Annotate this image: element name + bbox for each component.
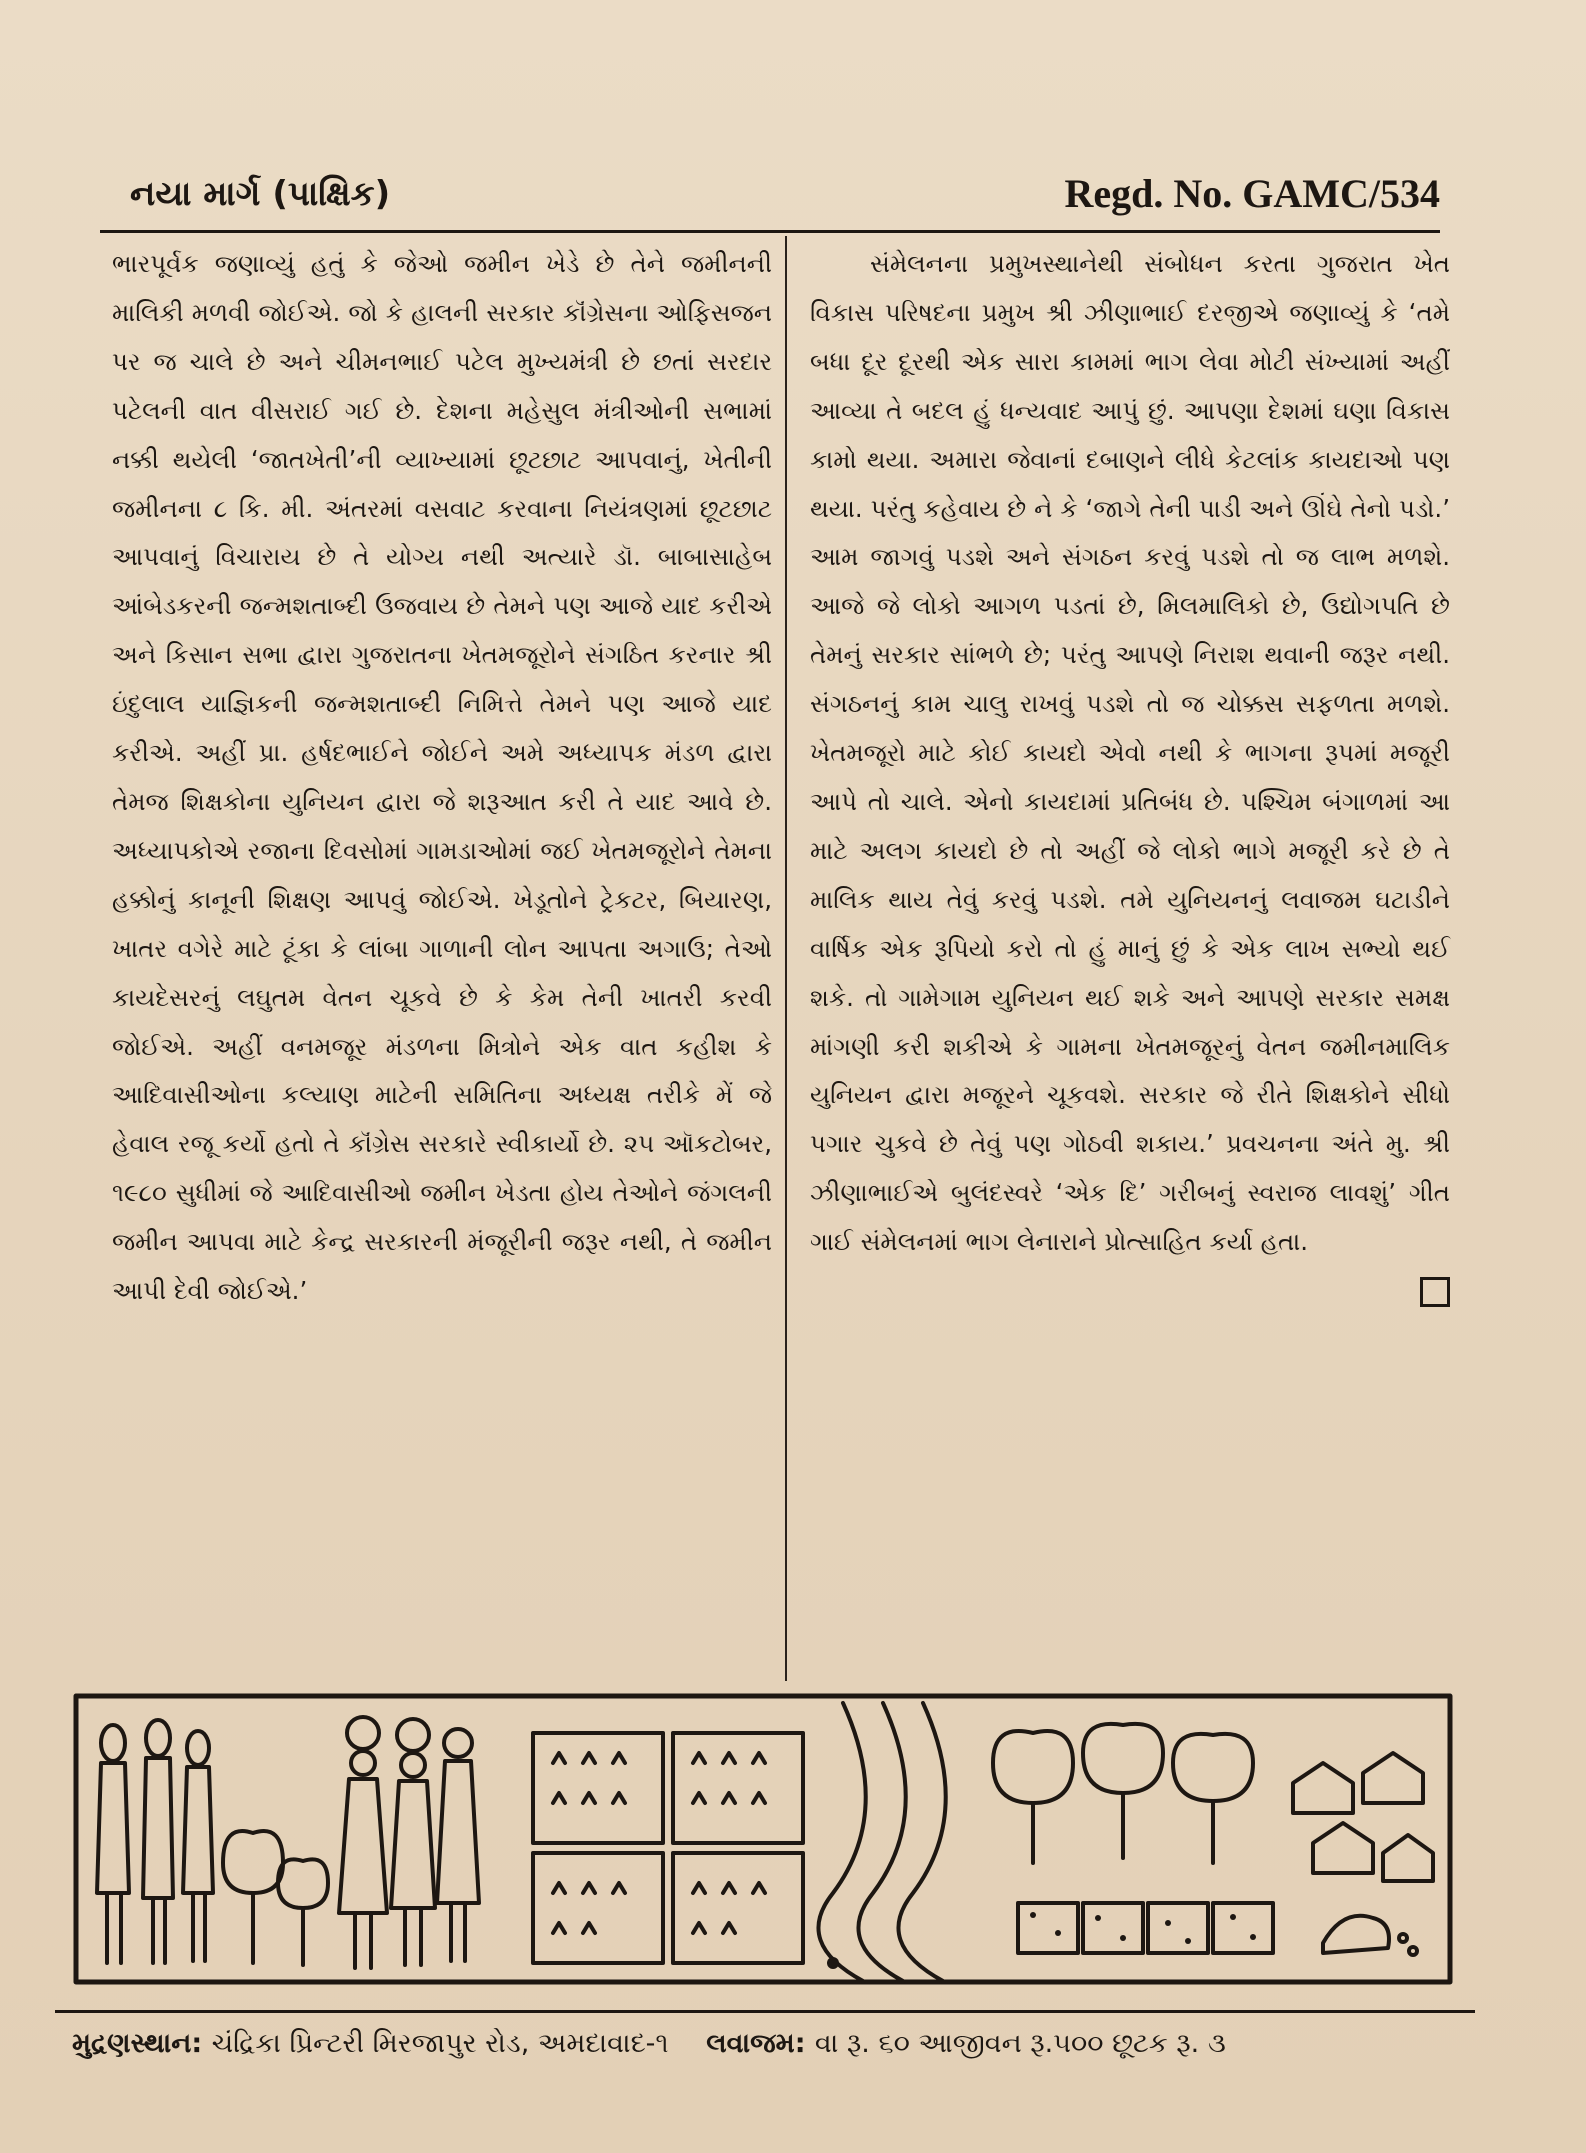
publication-name: નયા માર્ગ (પાક્ષિક)	[130, 174, 391, 214]
animal-figure	[1323, 1916, 1417, 1955]
subscription-value: વા રૂ. ૬૦ આજીવન રૂ.૫૦૦ છૂટક રૂ. ૩	[814, 2028, 1226, 2059]
footer-rule	[55, 2010, 1475, 2013]
village-houses	[1293, 1753, 1433, 1881]
page-header	[100, 168, 1440, 238]
rural-scene-illustration	[73, 1693, 1453, 1985]
left-column	[112, 240, 772, 1316]
registration-number: Regd. No. GAMC/534	[1064, 171, 1440, 216]
crop-fields	[533, 1733, 803, 1963]
trees-left	[223, 1831, 328, 1965]
left-column-text: ભારપૂર્વક જણાવ્યું હતું કે જેઓ જમીન ખેડે છે તેને જમીનની માલિકી મળવી જોઈએ. જો કે હાલની સરકાર કૉંગ્રેસના ઓફિસજન પર જ ચાલે છે અને ચીમનભાઈ પટેલ મુખ્યમંત્રી છે છતાં સરદાર પટેલની વાત વીસરાઈ ગઈ છે. દેશના મહેસુલ મંત્રીઓની સભામાં નક્કી થયેલી ‘જાતખેતી’ની વ્યાખ્યામાં છૂટછાટ આપવાનું, ખેતીની જમીનના ૮ કિ. મી. અંતરમાં વસવાટ કરવાના નિયંત્રણમાં છૂટછાટ આપવાનું વિચારાય છે તે યોગ્ય નથી અત્યારે ડૉ. બાબાસાહેબ આંબેડકરની જન્મશતાબ્દી ઉજવાય છે તેમને પણ આજે યાદ કરીએ અને કિસાન સભા દ્વારા ગુજરાતના ખેતમજૂરોને સંગઠિત કરનાર શ્રી ઇંદુલાલ યાજ્ઞિકની જન્મશતાબ્દી નિમિત્તે તેમને પણ આજે યાદ કરીએ. અહીં પ્રા. હર્ષદભાઈને જોઈને અમે અધ્યાપક મંડળ દ્વારા તેમજ શિક્ષકોના યુનિયન દ્વારા જે શરૂઆત કરી તે યાદ આવે છે. અધ્યાપકોએ રજાના દિવસોમાં ગામડાઓમાં જઈ ખેતમજૂરોને તેમના હક્કોનું કાનૂની શિક્ષણ આપવું જોઈએ. ખેડૂતોને ટ્રેકટર, બિયારણ, ખાતર વગેરે માટે ટૂંકા કે લાંબા ગાળાની લોન આપતા અગાઉ; તેઓ કાયદેસરનું લઘુતમ વેતન ચૂકવે છે કે કેમ તેની ખાતરી કરવી જોઈએ. અહીં વનમજૂર મંડળના મિત્રોને એક વાત કહીશ કે આદિવાસીઓના કલ્યાણ માટેની સમિતિના અધ્યક્ષ તરીકે મેં જે હેવાલ રજૂ કર્યો હતો તે કૉંગ્રેસ સરકારે સ્વીકાર્યો છે. ૨૫ ઑકટોબર, ૧૯૮૦ સુધીમાં જે આદિવાસીઓ જમીન ખેડતા હોય તેઓને જંગલની જમીન આપવા માટે કેન્દ્ર સરકારની મંજૂરીની જરૂર નથી, તે જમીન આપી દેવી જોઈએ.’	[112, 249, 772, 1306]
press-value: ચંદ્રિકા પ્રિન્ટરી મિરજાપુર રોડ, અમદાવાદ-૧	[211, 2028, 669, 2059]
dotted-plots	[1018, 1903, 1273, 1953]
end-of-article-mark	[1420, 1277, 1450, 1307]
river	[818, 1703, 945, 1981]
press-label: મુદ્રણસ્થાન:	[72, 2028, 203, 2059]
page-footer	[72, 2028, 1462, 2088]
header-rule	[100, 230, 1440, 233]
women-with-pots	[339, 1717, 479, 1968]
column-divider	[785, 236, 787, 1681]
subscription-label: લવાજમ:	[706, 2028, 806, 2059]
right-column	[810, 240, 1450, 1307]
right-column-text: સંમેલનના પ્રમુખસ્થાનેથી સંબોધન કરતા ગુજરાત ખેત વિકાસ પરિષદના પ્રમુખ શ્રી ઝીણાભાઈ દરજીએ જણાવ્યું કે ‘તમે બધા દૂર દૂરથી એક સારા કામમાં ભાગ લેવા મોટી સંખ્યામાં અહીં આવ્યા તે બદલ હું ધન્યવાદ આપું છું. આપણા દેશમાં ઘણા વિકાસ કામો થયા. અમારા જેવાનાં દબાણને લીધે કેટલાંક કાયદાઓ પણ થયા. પરંતુ કહેવાય છે ને કે ‘જાગે તેની પાડી અને ઊંઘે તેનો પડો.’ આમ જાગવું પડશે અને સંગઠન કરવું પડશે તો જ લાભ મળશે. આજે જે લોકો આગળ પડતાં છે, મિલમાલિકો છે, ઉદ્યોગપતિ છે તેમનું સરકાર સાંભળે છે; પરંતુ આપણે નિરાશ થવાની જરૂર નથી. સંગઠનનું કામ ચાલુ રાખવું પડશે તો જ ચોક્કસ સફળતા મળશે. ખેતમજૂરો માટે કોઈ કાયદો એવો નથી કે ભાગના રૂપમાં મજૂરી આપે તો ચાલે. એનો કાયદામાં પ્રતિબંધ છે. પશ્ચિમ બંગાળમાં આ માટે અલગ કાયદો છે તો અહીં જે લોકો ભાગે મજૂરી કરે છે તે માલિક થાય તેવું કરવું પડશે. તમે યુનિયનનું લવાજમ ઘટાડીને વાર્ષિક એક રૂપિયો કરો તો હું માનું છું કે એક લાખ સભ્યો થઈ શકે. તો ગામેગામ યુનિયન થઈ શકે અને આપણે સરકાર સમક્ષ માંગણી કરી શકીએ કે ગામના ખેતમજૂરનું વેતન જમીનમાલિક યુનિયન દ્વારા મજૂરને ચૂકવશે. સરકાર જે રીતે શિક્ષકોને સીધો પગાર ચુકવે છે તેવું પણ ગોઠવી શકાય.’ પ્રવચનના અંતે મુ. શ્રી ઝીણાભાઈએ બુલંદસ્વરે ‘એક દિ’ ગરીબનું સ્વરાજ લાવશું’ ગીત ગાઈ સંમેલનમાં ભાગ લેનારાને પ્રોત્સાહિત કર્યા હતા.	[810, 249, 1450, 1257]
trees-right	[993, 1724, 1253, 1863]
standing-figures-left	[97, 1720, 213, 1963]
